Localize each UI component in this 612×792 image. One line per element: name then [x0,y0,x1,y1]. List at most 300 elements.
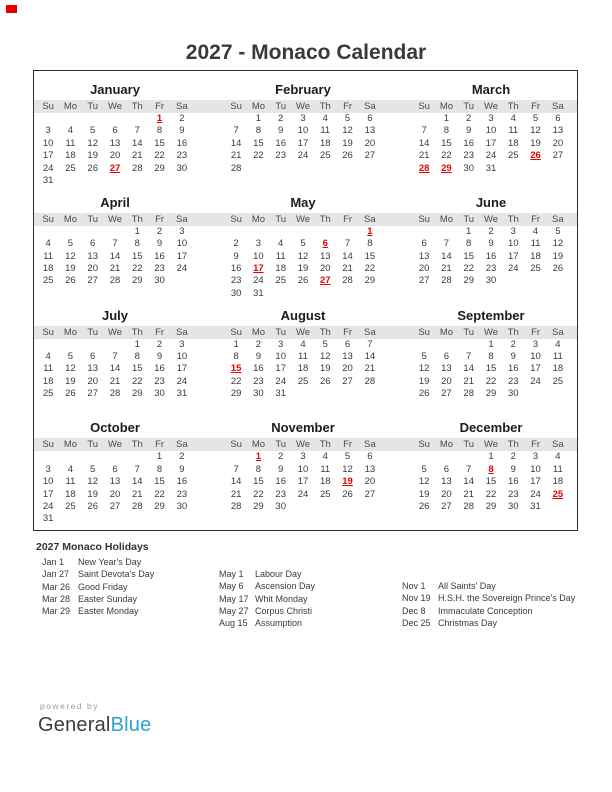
date-cell: 21 [463,488,474,500]
date-cell: 30 [275,500,286,512]
date-cell: 19 [87,150,98,162]
date-cell: 11 [320,125,331,137]
date-cell: 25 [507,150,519,162]
date-cell: 15 [131,363,143,375]
date-cell: 26 [87,162,98,174]
holiday-item [219,605,315,617]
date-cell: 25 [319,488,331,500]
date-cell: 26 [65,388,76,400]
date-cell: 8 [134,350,140,362]
dates-row [34,451,577,525]
date-cell: 29 [463,275,474,287]
brand-general-text: General [38,714,111,736]
date-cell: 15 [441,137,452,149]
date-cell: 11 [43,363,54,375]
date-cell: 1 [134,225,140,237]
date-cell: 19 [530,137,541,149]
date-cell: 28 [131,500,143,512]
date-cell: 3 [179,225,185,237]
date-cell: 2 [488,225,494,237]
date-cell: 1 [134,338,140,350]
dow-label: Fr [155,101,165,112]
date-cell: 10 [42,476,54,488]
holiday-date: Aug 15 [219,618,248,629]
date-cell: 30 [154,275,165,287]
date-cell: 24 [485,150,497,162]
dow-label: Fr [155,326,165,338]
date-cell: 18 [65,488,76,500]
date-cell [37,226,59,238]
date-cell [314,501,336,513]
date-cell: 28 [230,500,242,512]
dow-label: Tu [275,326,287,338]
date-cell: 19 [342,476,353,488]
date-cell: 8 [255,463,262,475]
date-cell [104,401,126,413]
date-cell: 6 [443,463,450,475]
dow-label: Fr [531,326,541,338]
holiday-name: Labour Day [255,569,302,579]
date-cell [247,226,269,238]
holiday-item [42,605,154,617]
date-cell: 26 [65,275,76,287]
date-cell: 14 [364,350,376,362]
date-cell: 12 [418,363,430,375]
month-band [34,196,577,309]
date-cell: 5 [344,451,351,463]
day-of-week-strip [34,438,577,451]
dow-label: Mo [63,101,78,112]
date-cell: 20 [364,476,376,488]
date-cell: 25 [319,150,331,162]
date-cell: 23 [176,488,188,500]
day-of-week-strip [34,100,577,113]
holiday-name: Assumption [255,618,303,629]
date-cell: 12 [297,250,309,262]
date-cell: 13 [364,125,376,137]
dow-label: Sa [176,439,188,451]
date-cell: 9 [278,463,284,475]
date-cell: 11 [298,350,308,362]
date-cell: 8 [466,238,472,250]
date-cell [225,513,247,525]
date-cell: 11 [320,463,331,475]
holiday-name: Easter Sunday [78,593,138,604]
date-cell: 11 [65,476,76,488]
date-cell: 9 [233,250,239,262]
date-cell [59,226,81,238]
dow-label: Su [230,213,242,225]
dow-label: Su [418,326,430,338]
date-cell: 1 [443,113,450,124]
day-of-week-row [34,438,577,451]
month-dates-november [225,451,381,525]
date-cell: 26 [418,388,430,400]
date-cell: 1 [233,338,239,350]
date-cell [359,513,381,525]
date-cell [413,513,435,525]
day-of-week-row [34,326,577,339]
date-cell: 4 [45,350,51,362]
date-cell [458,175,480,187]
date-cell [82,451,104,463]
date-cell [359,288,381,300]
date-cell: 18 [42,262,54,274]
date-cell: 31 [253,287,264,299]
date-cell: 29 [131,388,143,400]
date-cell: 6 [344,338,351,350]
date-cell: 20 [364,137,376,149]
dow-label: Mo [251,101,266,112]
dow-label: Mo [439,213,454,225]
date-cell: 9 [179,463,185,475]
date-cell: 17 [530,476,541,488]
date-cell: 5 [555,225,561,237]
dow-label: Th [507,213,519,225]
dow-label: We [295,213,311,225]
date-cell: 2 [179,451,185,463]
month-band [34,83,577,196]
date-cell: 21 [463,375,474,387]
date-cell: 5 [344,113,351,124]
date-cell: 8 [255,125,262,137]
date-cell: 22 [131,262,143,274]
month-title-june: June [475,194,507,210]
holiday-date: May 17 [219,593,249,604]
date-cell: 15 [230,363,242,375]
date-cell: 7 [112,238,118,250]
month-dates-october [37,451,193,525]
dow-label: Su [42,326,54,338]
date-cell [104,451,126,463]
date-cell: 13 [441,476,452,488]
holiday-item [402,592,575,604]
date-cell [82,175,104,187]
day-of-week-row [34,213,577,226]
date-cell [82,288,104,300]
date-cell: 31 [530,500,541,512]
date-cell: 28 [230,162,242,174]
date-cell [225,113,247,125]
date-cell [547,513,569,525]
date-cell: 2 [179,113,185,124]
dow-label: Tu [87,213,99,225]
date-cell: 6 [367,113,373,124]
date-cell: 19 [87,488,98,500]
date-cell: 15 [485,363,497,375]
date-cell: 8 [443,125,450,137]
date-cell: 9 [278,125,284,137]
date-cell: 8 [367,238,373,250]
month-title-january: January [90,82,140,97]
date-cell: 16 [176,137,188,149]
date-cell: 7 [112,350,118,362]
dow-label: We [483,326,499,338]
date-cell [104,175,126,187]
date-cell: 5 [67,238,74,250]
date-cell: 18 [552,363,564,375]
date-cell: 11 [43,250,54,262]
date-cell: 20 [342,363,353,375]
date-cell [435,226,457,238]
date-cell: 26 [530,150,541,162]
date-cell: 2 [510,451,516,463]
holiday-item [219,580,315,592]
date-cell [225,401,247,413]
date-cell: 16 [275,476,286,488]
holiday-name: Good Friday [78,581,128,592]
date-cell: 2 [466,113,472,124]
date-cell: 6 [90,350,96,362]
date-cell: 28 [109,275,121,287]
date-cell: 26 [319,375,331,387]
date-cell: 23 [507,488,519,500]
month-dates-may [225,226,381,300]
date-cell: 14 [418,137,430,149]
month-band [34,421,577,531]
date-cell: 16 [507,363,519,375]
date-cell: 7 [233,125,239,137]
dow-label: Su [42,101,54,112]
date-cell: 28 [364,375,376,387]
date-cell: 3 [255,238,262,250]
date-cell [547,501,569,513]
date-cell: 15 [463,250,474,262]
date-cell: 1 [255,451,262,463]
date-cell [270,226,292,238]
date-cell: 1 [255,113,262,124]
holiday-item [219,593,315,605]
date-cell: 13 [319,250,331,262]
holiday-name: All Saints' Day [438,581,496,591]
dow-label: Fr [531,101,541,112]
month-dates-february [225,113,381,187]
date-cell: 23 [253,375,264,387]
date-cell: 14 [109,250,121,262]
month-dates-december [413,451,569,525]
date-cell: 25 [65,162,76,174]
date-cell: 12 [87,476,98,488]
dow-label: We [483,101,499,112]
date-cell [82,226,104,238]
holiday-item [42,556,154,568]
date-cell [148,513,170,525]
date-cell [59,175,81,187]
date-cell: 7 [421,125,427,137]
date-cell: 25 [552,375,564,387]
date-cell: 13 [87,363,98,375]
dow-grid-september [413,326,569,339]
date-cell [37,401,59,413]
date-cell: 31 [275,388,286,400]
dow-label: Th [319,213,331,225]
month-title-september: September [457,307,525,323]
date-cell: 30 [463,162,474,174]
date-cell: 2 [278,113,284,124]
date-cell: 1 [488,338,494,350]
date-cell: 27 [418,275,430,287]
date-cell: 26 [552,262,564,274]
date-cell: 4 [555,451,561,463]
date-cell [225,451,247,463]
date-cell: 20 [418,262,430,274]
dow-label: Th [507,439,519,451]
date-cell [413,175,435,187]
date-cell: 6 [112,463,118,475]
date-cell: 14 [463,363,474,375]
date-cell [547,388,569,400]
date-cell [547,175,569,187]
date-cell: 2 [156,338,163,350]
date-cell: 28 [463,388,474,400]
date-cell: 24 [176,262,188,274]
date-cell [336,163,358,175]
holiday-name: Corpus Christi [255,605,313,616]
calendar [33,70,578,531]
dow-label: Mo [439,439,454,451]
date-cell: 19 [552,250,564,262]
date-cell [59,339,81,351]
date-cell: 10 [176,238,188,250]
date-cell: 21 [109,375,121,387]
date-cell: 19 [319,363,331,375]
date-cell [502,175,524,187]
date-cell: 7 [134,463,140,475]
dow-label: Su [230,101,242,112]
date-cell: 31 [485,162,497,174]
date-cell [359,175,381,187]
date-cell: 18 [275,262,286,274]
dow-label: We [295,439,311,451]
month-titles-row [34,309,577,323]
date-cell: 10 [253,250,264,262]
red-marker [6,5,17,13]
date-cell [524,275,546,287]
holiday-item [402,605,575,617]
date-cell: 24 [530,375,541,387]
date-cell: 30 [507,388,519,400]
date-cell: 18 [65,150,76,162]
dow-label: Fr [531,213,541,225]
date-cell: 17 [42,488,54,500]
dow-label: Tu [275,213,287,225]
date-cell: 15 [253,476,264,488]
date-cell: 13 [109,476,121,488]
date-cell: 3 [488,113,494,124]
date-cell: 4 [510,113,516,124]
date-cell: 16 [507,476,519,488]
date-cell [126,451,148,463]
date-cell: 7 [443,238,450,250]
dow-label: Th [131,326,143,338]
date-cell: 5 [532,113,539,124]
date-cell: 12 [87,137,98,149]
date-cell: 9 [466,125,472,137]
dow-label: We [107,101,123,112]
date-cell: 5 [421,350,427,362]
date-cell [435,288,457,300]
dow-label: Sa [364,326,376,338]
date-cell: 28 [463,500,474,512]
dates-row [34,113,577,187]
dow-label: Tu [275,439,287,451]
date-cell [247,401,269,413]
date-cell [413,339,435,351]
date-cell [480,401,502,413]
date-cell: 17 [42,150,54,162]
date-cell: 20 [441,488,452,500]
date-cell [292,226,314,238]
holidays-column-1 [42,556,154,617]
date-cell: 1 [367,225,373,237]
page-title: 2027 - Monaco Calendar [185,41,427,64]
date-cell: 29 [131,275,143,287]
dow-label: Th [507,326,519,338]
holiday-date: May 6 [219,581,244,592]
date-cell: 17 [485,137,497,149]
date-cell [480,288,502,300]
date-cell [292,388,314,400]
date-cell: 21 [342,262,353,274]
date-cell: 26 [87,500,98,512]
date-cell [314,163,336,175]
date-cell: 21 [418,150,430,162]
date-cell [336,513,358,525]
month-dates-january [37,113,193,187]
date-cell: 21 [131,150,143,162]
date-cell: 14 [441,250,452,262]
date-cell: 13 [552,125,564,137]
date-cell [413,451,435,463]
dow-grid-june [413,213,569,226]
date-cell: 30 [154,388,165,400]
date-cell [314,513,336,525]
date-cell: 17 [176,363,188,375]
holiday-name: Christmas Day [438,617,498,628]
date-cell [148,401,170,413]
date-cell: 22 [154,488,165,500]
month-titles-row [34,83,577,97]
date-cell: 22 [131,375,143,387]
date-cell: 10 [42,137,54,149]
dow-label: Tu [87,439,99,451]
date-cell [359,401,381,413]
date-cell [270,175,292,187]
date-cell: 29 [230,388,242,400]
date-cell [524,401,546,413]
date-cell: 4 [67,463,74,475]
date-cell: 9 [510,463,516,475]
date-cell [314,288,336,300]
dates-row [34,339,577,413]
date-cell [126,175,148,187]
dow-grid-february [225,100,381,113]
dow-grid-december [413,438,569,451]
date-cell: 12 [342,463,353,475]
date-cell [547,288,569,300]
date-cell: 27 [364,488,376,500]
date-cell: 11 [530,238,541,250]
date-cell [59,113,81,125]
date-cell: 7 [367,338,373,350]
dow-label: We [483,439,499,451]
month-titles-row [34,421,577,435]
date-cell: 31 [42,513,54,525]
month-band [34,309,577,422]
date-cell [524,513,546,525]
date-cell [171,401,193,413]
date-cell: 27 [109,162,121,174]
